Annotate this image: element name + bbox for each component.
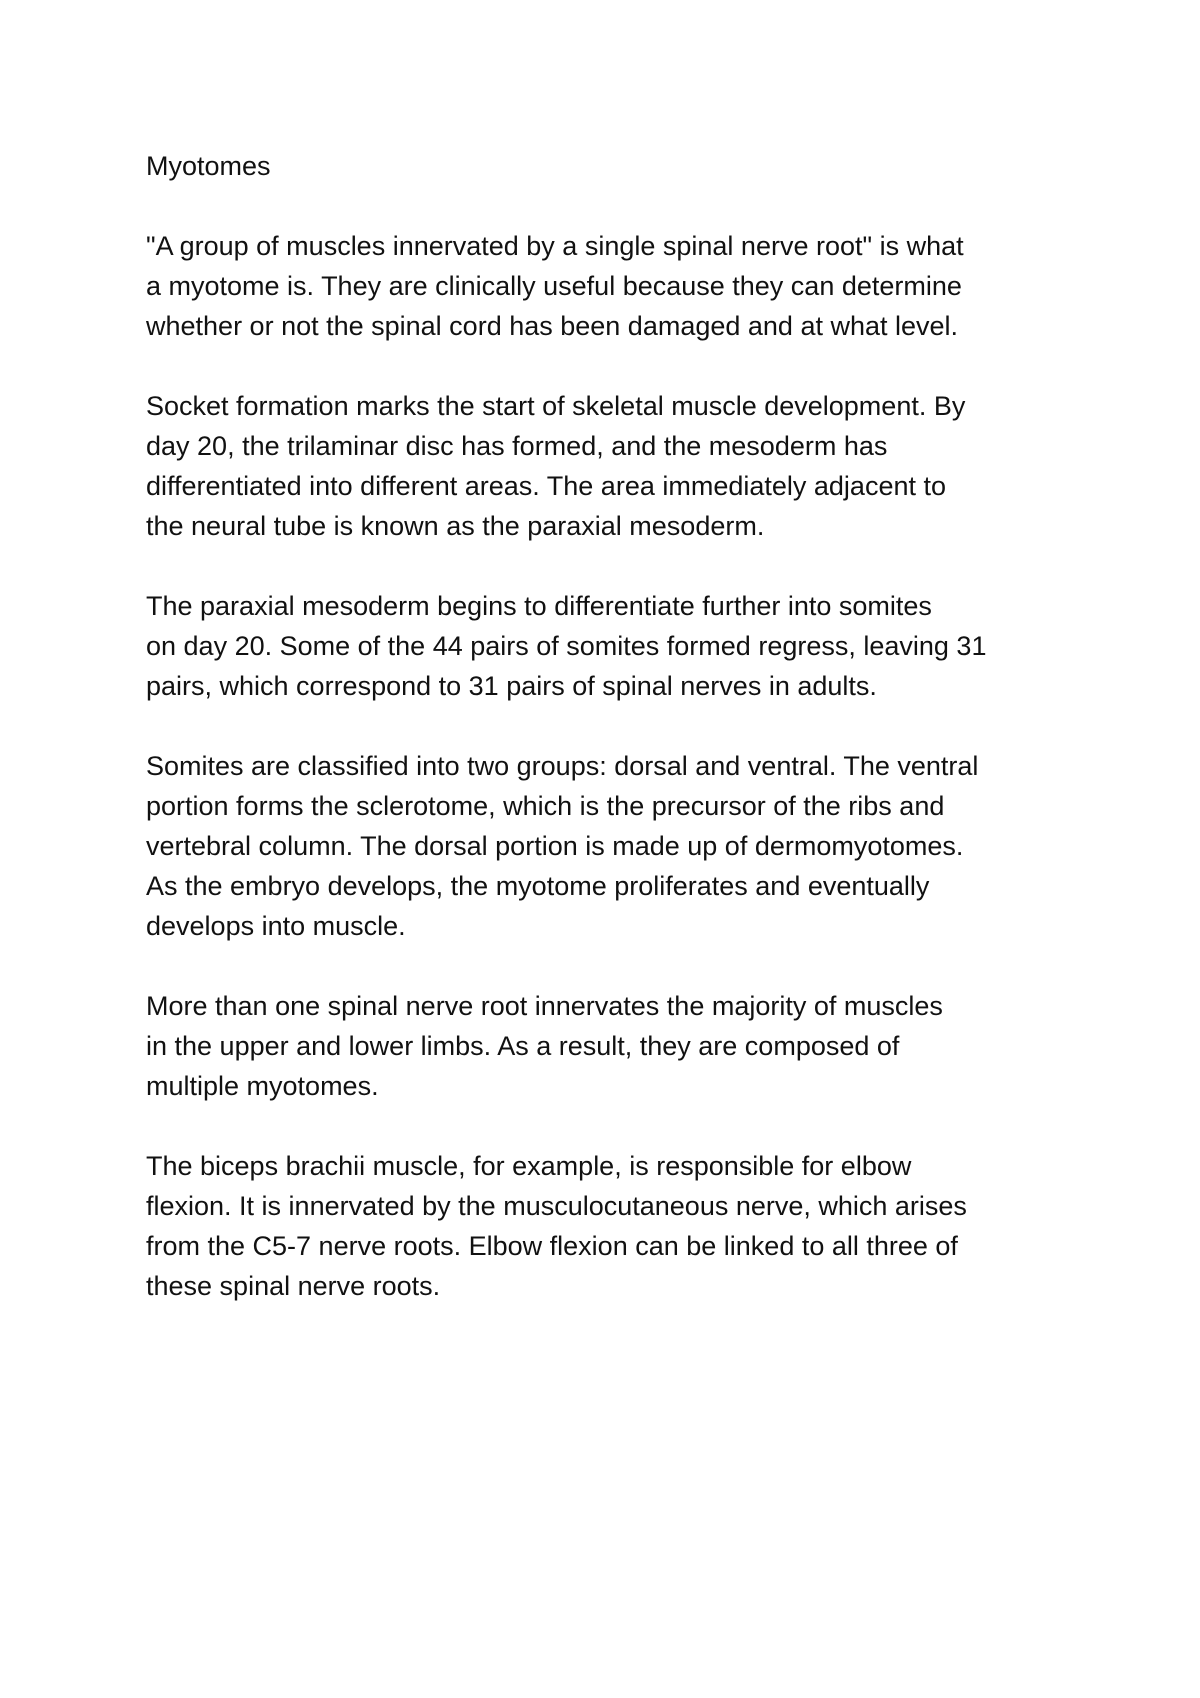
paragraph-limbs bbox=[146, 986, 1086, 1106]
text-line: from the C5-7 nerve roots. Elbow flexion can be linked to all three of bbox=[146, 1231, 958, 1261]
text-line: in the upper and lower limbs. As a result, they are composed of bbox=[146, 1031, 900, 1061]
paragraph-biceps-example bbox=[146, 1146, 1086, 1306]
paragraph-somites-classification bbox=[146, 746, 1086, 946]
text-line: The biceps brachii muscle, for example, is responsible for elbow bbox=[146, 1151, 912, 1181]
text-line: day 20, the trilaminar disc has formed, and the mesoderm has bbox=[146, 431, 888, 461]
text-line: More than one spinal nerve root innervates the majority of muscles bbox=[146, 991, 943, 1021]
document-title: Myotomes bbox=[146, 151, 271, 181]
text-line: these spinal nerve roots. bbox=[146, 1271, 441, 1301]
text-line: the neural tube is known as the paraxial mesoderm. bbox=[146, 511, 765, 541]
text-line: portion forms the sclerotome, which is the precursor of the ribs and bbox=[146, 791, 945, 821]
document-body bbox=[146, 146, 1086, 1346]
text-line: differentiated into different areas. The area immediately adjacent to bbox=[146, 471, 946, 501]
text-line: whether or not the spinal cord has been damaged and at what level. bbox=[146, 311, 959, 341]
text-line: Socket formation marks the start of skeletal muscle development. By bbox=[146, 391, 966, 421]
text-line: vertebral column. The dorsal portion is made up of dermomyotomes. bbox=[146, 831, 964, 861]
text-line: multiple myotomes. bbox=[146, 1071, 379, 1101]
text-line: flexion. It is innervated by the musculocutaneous nerve, which arises bbox=[146, 1191, 967, 1221]
text-line: Somites are classified into two groups: dorsal and ventral. The ventral bbox=[146, 751, 979, 781]
text-line: on day 20. Some of the 44 pairs of somites formed regress, leaving 31 bbox=[146, 631, 987, 661]
paragraph-somites-formation bbox=[146, 586, 1086, 706]
text-line: As the embryo develops, the myotome proliferates and eventually bbox=[146, 871, 930, 901]
text-line: The paraxial mesoderm begins to differentiate further into somites bbox=[146, 591, 932, 621]
text-line: develops into muscle. bbox=[146, 911, 406, 941]
text-line: "A group of muscles innervated by a single spinal nerve root" is what bbox=[146, 231, 964, 261]
text-line: a myotome is. They are clinically useful because they can determine bbox=[146, 271, 962, 301]
paragraph-definition bbox=[146, 226, 1086, 346]
paragraph-development bbox=[146, 386, 1086, 546]
text-line: pairs, which correspond to 31 pairs of spinal nerves in adults. bbox=[146, 671, 877, 701]
